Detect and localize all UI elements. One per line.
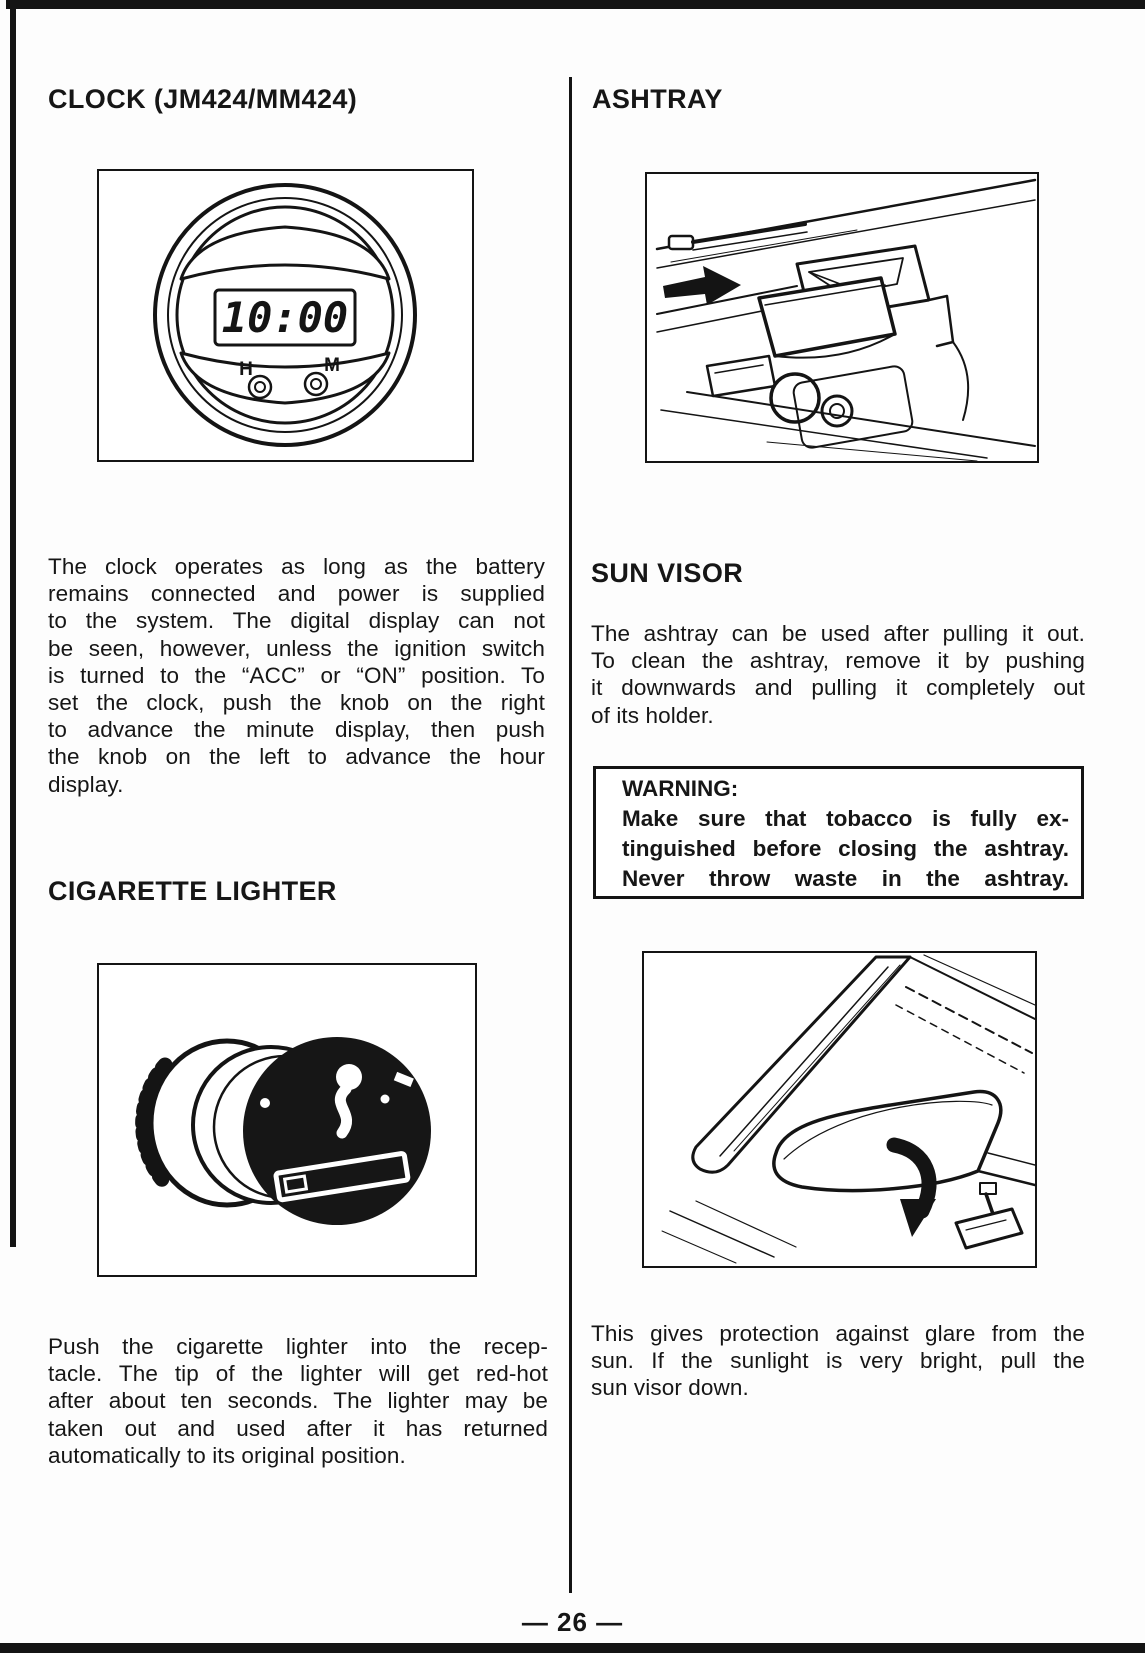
sun-visor-paragraph-line: sun. If the sunlight is very bright, pull the bbox=[591, 1348, 1085, 1374]
cigarette-lighter-figure bbox=[97, 963, 477, 1277]
clock-paragraph-line: remains connected and power is supplied bbox=[48, 581, 545, 607]
cigarette-lighter-heading: CIGARETTE LIGHTER bbox=[48, 876, 337, 906]
clock-paragraph-line: the knob on the left to advance the hour bbox=[48, 744, 545, 770]
warning-box bbox=[593, 766, 1084, 899]
sun-visor-figure bbox=[642, 951, 1037, 1268]
clock-paragraph bbox=[48, 553, 545, 798]
clock-paragraph-line: to advance the minute display, then push bbox=[48, 717, 545, 743]
ashtray-paragraph-line: The ashtray can be used after pulling it out. bbox=[591, 621, 1085, 646]
clock-time-display: 10:00 bbox=[221, 293, 349, 342]
lighter-paragraph-line: Push the cigarette lighter into the recep- bbox=[48, 1334, 548, 1359]
sun-visor-paragraph bbox=[591, 1320, 1085, 1402]
clock-illustration bbox=[99, 171, 472, 460]
column-divider bbox=[569, 77, 572, 1593]
clock-paragraph-line: be seen, however, unless the ignition switch bbox=[48, 635, 545, 661]
scan-border-top bbox=[6, 0, 1145, 9]
sun-visor-heading: SUN VISOR bbox=[591, 558, 744, 588]
lighter-paragraph-line: automatically to its original position. bbox=[48, 1442, 406, 1468]
clock-paragraph-line: The clock operates as long as the battery bbox=[48, 554, 545, 579]
lighter-paragraph-line: after about ten seconds. The lighter may be bbox=[48, 1388, 548, 1414]
page-number: — 26 — bbox=[521, 1607, 624, 1637]
sun-visor-paragraph-line: This gives protection against glare from the bbox=[591, 1321, 1085, 1346]
scan-border-bottom bbox=[0, 1643, 1145, 1653]
clock-paragraph-line: display. bbox=[48, 771, 124, 797]
ashtray-paragraph bbox=[591, 620, 1085, 729]
clock-paragraph-line: set the clock, push the knob on the right bbox=[48, 690, 545, 716]
sun-visor-paragraph-line: sun visor down. bbox=[591, 1375, 749, 1401]
cigarette-lighter-paragraph bbox=[48, 1333, 548, 1469]
sun-visor-illustration bbox=[644, 953, 1035, 1266]
warning-line: tinguished before closing the ashtray. bbox=[622, 836, 1069, 861]
warning-line: Never throw waste in the ashtray. bbox=[622, 866, 1069, 891]
warning-line: Make sure that tobacco is fully ex- bbox=[622, 806, 1069, 831]
clock-paragraph-line: to the system. The digital display can not bbox=[48, 608, 545, 634]
ashtray-paragraph-line: it downwards and pulling it completely out bbox=[591, 675, 1085, 701]
lighter-paragraph-line: tacle. The tip of the lighter will get red-hot bbox=[48, 1361, 548, 1387]
ashtray-paragraph-line: of its holder. bbox=[591, 702, 714, 728]
clock-heading: CLOCK (JM424/MM424) bbox=[48, 84, 358, 114]
rear-view-mirror-icon bbox=[956, 1209, 1022, 1248]
clock-figure bbox=[97, 169, 474, 462]
ashtray-figure bbox=[645, 172, 1039, 463]
radio-knob-icon bbox=[822, 396, 852, 426]
ashtray-illustration bbox=[647, 174, 1037, 461]
warning-title: WARNING: bbox=[622, 776, 739, 801]
cigarette-lighter-illustration bbox=[99, 965, 475, 1275]
clock-paragraph-line: is turned to the “ACC” or “ON” position. To bbox=[48, 662, 545, 688]
ashtray-heading: ASHTRAY bbox=[592, 84, 723, 114]
ashtray-paragraph-line: To clean the ashtray, remove it by pushing bbox=[591, 648, 1085, 674]
minute-knob-icon bbox=[305, 373, 327, 395]
dash-slider bbox=[669, 236, 693, 249]
scan-border-left bbox=[10, 4, 16, 1247]
minute-knob-label: M bbox=[324, 355, 340, 376]
lighter-paragraph-line: taken out and used after it has returned bbox=[48, 1415, 548, 1441]
hour-knob-label: H bbox=[239, 359, 253, 380]
